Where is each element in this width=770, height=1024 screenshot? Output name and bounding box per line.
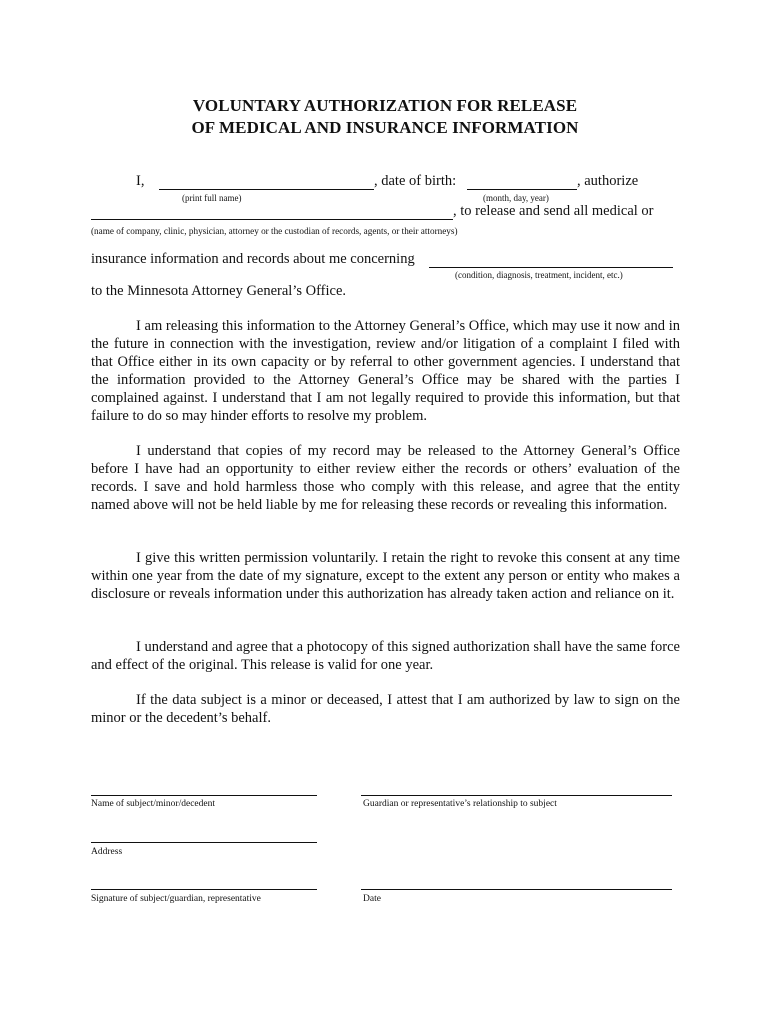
paragraph-photocopy: I understand and agree that a photocopy of this signed authorization shall have the same force and effect of the original. This release is valid for one year. <box>91 639 680 673</box>
insurance-label: insurance information and records about me concerning <box>91 251 415 267</box>
paragraph-information-use: I am releasing this information to the Attorney General’s Office, which may use it now and in the future in connection with the investigation, review and/or litigation of a complaint I filed with that Office either in its own capacity or by referral to other government agencies. I understand that the information provided to the Attorney General’s Office may be shared with the parties I complained against. I understand that I am not legally required to provide this information, but that failure to do so may hinder efforts to resolve my problem. <box>91 318 680 424</box>
subject-name-line[interactable] <box>91 795 317 796</box>
relationship-line[interactable] <box>361 795 672 796</box>
condition-hint: (condition, diagnosis, treatment, incident, etc.) <box>455 270 623 280</box>
date-label: Date <box>363 894 381 904</box>
subject-name-label: Name of subject/minor/decedent <box>91 799 215 809</box>
document-title-line-2: OF MEDICAL AND INSURANCE INFORMATION <box>191 118 579 137</box>
date-of-birth-field[interactable] <box>467 189 577 190</box>
address-label: Address <box>91 847 123 857</box>
company-hint: (name of company, clinic, physician, attorney or the custodian of records, agents, or their attorneys) <box>91 226 458 236</box>
address-line[interactable] <box>91 842 317 843</box>
date-hint: (month, day, year) <box>483 193 549 203</box>
i-label: I, <box>136 173 145 189</box>
company-name-field[interactable] <box>91 219 453 220</box>
date-line[interactable] <box>361 889 672 890</box>
paragraph-minor-deceased: If the data subject is a minor or deceased, I attest that I am authorized by law to sign on the minor or the decedent’s behalf. <box>91 692 680 726</box>
relationship-label: Guardian or representative’s relationship to subject <box>363 799 557 809</box>
signature-line[interactable] <box>91 889 317 890</box>
print-name-hint: (print full name) <box>182 193 242 203</box>
condition-field[interactable] <box>429 267 673 268</box>
full-name-field[interactable] <box>159 189 374 190</box>
to-office-line: to the Minnesota Attorney General’s Office. <box>91 283 347 299</box>
release-label: , to release and send all medical or <box>453 203 654 219</box>
paragraph-record-release: I understand that copies of my record may be released to the Attorney General’s Office before I have had an opportunity to either review either the records or others’ evaluation of the records. I save and hold harmless those who comply with this release, and agree that the entity named above will not be held liable by me for releasing these records or revealing this information. <box>91 443 680 513</box>
document-title-line-1: VOLUNTARY AUTHORIZATION FOR RELEASE <box>192 96 578 115</box>
dob-label: , date of birth: <box>374 173 457 189</box>
signature-label: Signature of subject/guardian, representative <box>91 894 261 904</box>
authorize-label: , authorize <box>577 173 639 189</box>
paragraph-voluntary-permission: I give this written permission voluntarily. I retain the right to revoke this consent at any time within one year from the date of my signature, except to the extent any person or entity who makes a disclosure or reveals information under this authorization has already taken action and reliance on it. <box>91 550 680 602</box>
